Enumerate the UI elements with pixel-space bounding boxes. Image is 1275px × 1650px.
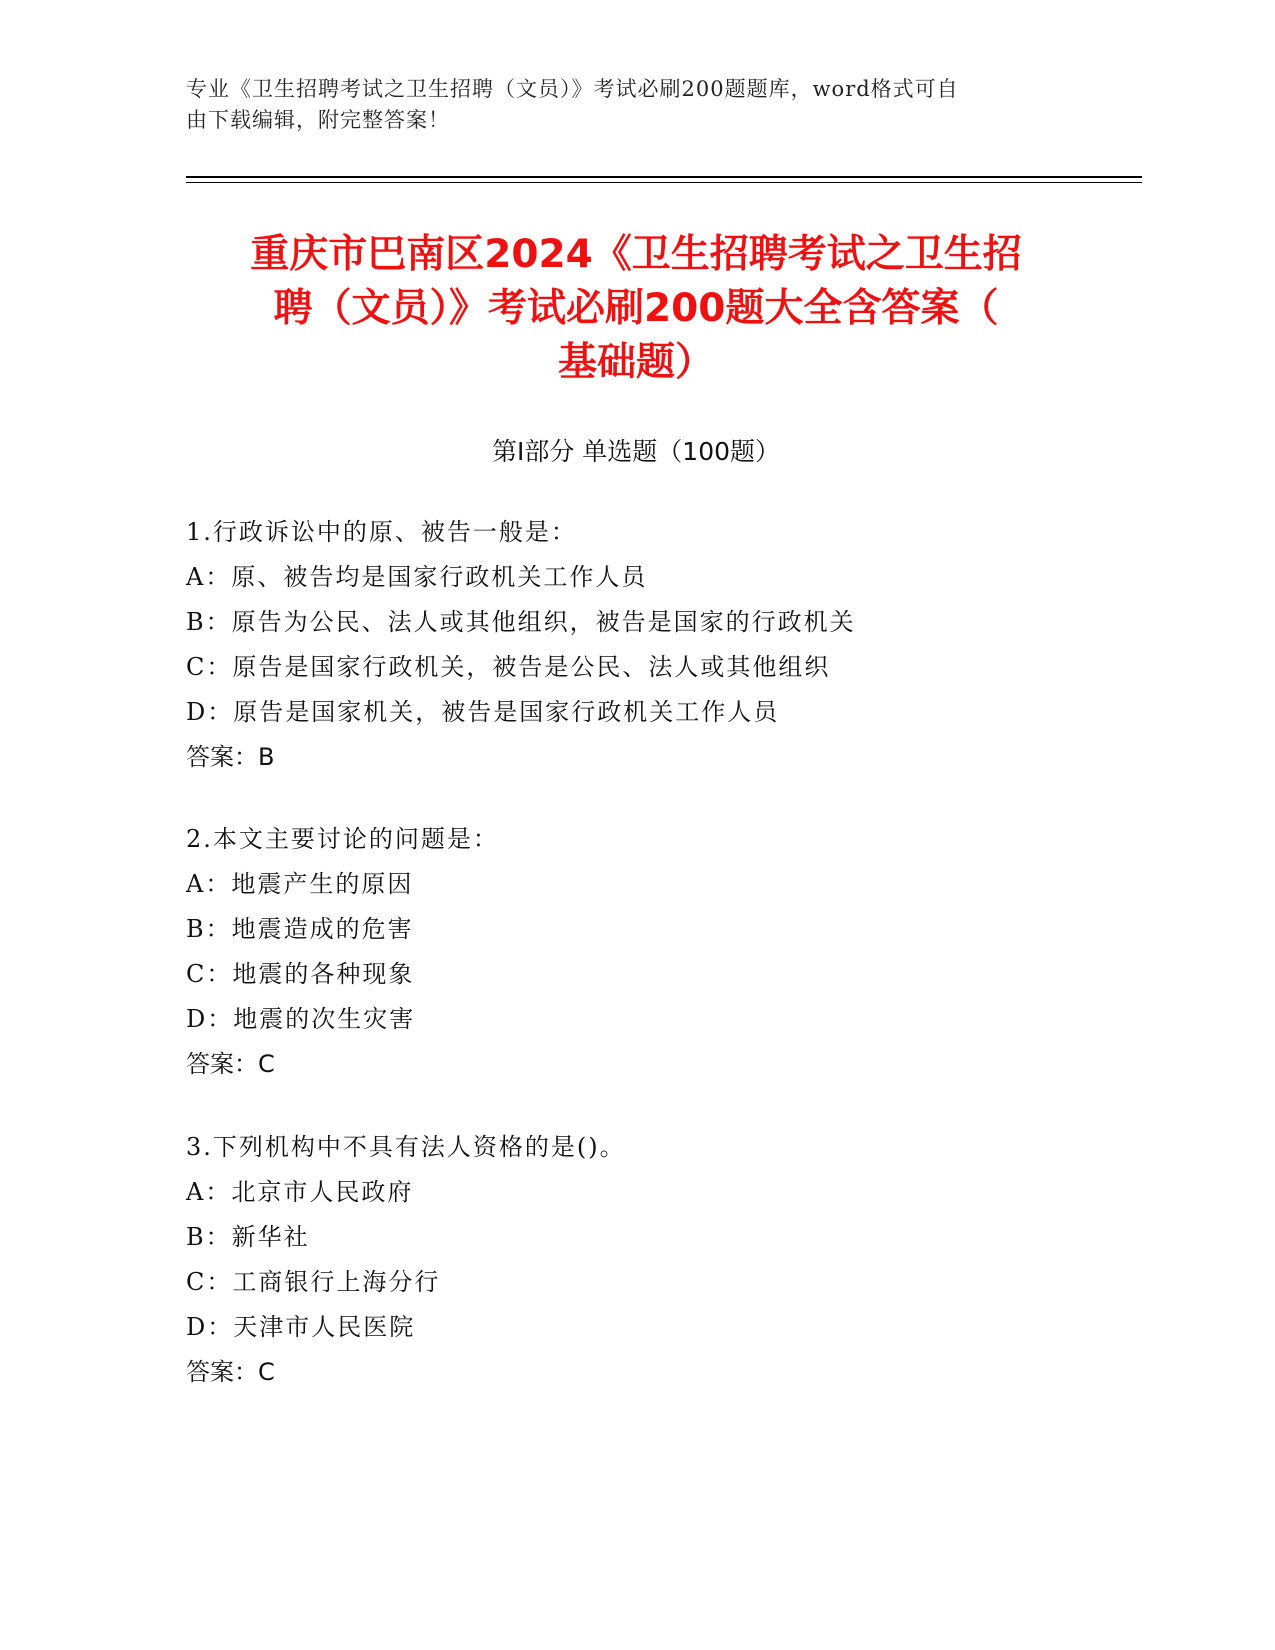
option-b: B：地震造成的危害 (186, 915, 414, 943)
question-1 (186, 510, 1136, 780)
header-divider-thick (186, 176, 1142, 178)
option-b: B：新华社 (186, 1223, 310, 1251)
option-a: A：北京市人民政府 (186, 1178, 414, 1206)
question-stem: 3.下列机构中不具有法人资格的是()。 (186, 1133, 626, 1161)
question-stem: 2.本文主要讨论的问题是： (186, 825, 499, 853)
question-stem: 1.行政诉讼中的原、被告一般是： (186, 518, 577, 546)
document-title (186, 228, 1086, 390)
option-a: A：原、被告均是国家行政机关工作人员 (186, 563, 648, 591)
header-divider-thin (186, 182, 1142, 183)
question-3 (186, 1125, 1136, 1395)
document-title-line-2: 聘（文员）》考试必刷200题大全含答案（ (273, 286, 999, 331)
document-title-line-3: 基础题） (557, 340, 714, 385)
option-d: D：天津市人民医院 (186, 1313, 416, 1341)
option-c: C：原告是国家行政机关，被告是公民、法人或其他组织 (186, 653, 831, 681)
option-c: C：工商银行上海分行 (186, 1268, 441, 1296)
option-a: A：地震产生的原因 (186, 870, 414, 898)
option-d: D：原告是国家机关，被告是国家行政机关工作人员 (186, 698, 780, 726)
option-b: B：原告为公民、法人或其他组织，被告是国家的行政机关 (186, 608, 856, 636)
header-note (186, 74, 1086, 136)
header-note-line-2: 由下载编辑，附完整答案！ (186, 108, 450, 132)
question-2 (186, 817, 1136, 1087)
answer: 答案：C (186, 1358, 275, 1386)
answer: 答案：B (186, 743, 275, 771)
header-note-line-1: 专业《卫生招聘考试之卫生招聘（文员）》考试必刷200题题库，word格式可自 (186, 77, 959, 101)
answer: 答案：C (186, 1050, 275, 1078)
option-c: C：地震的各种现象 (186, 960, 415, 988)
option-d: D：地震的次生灾害 (186, 1005, 416, 1033)
document-title-line-1: 重庆市巴南区2024《卫生招聘考试之卫生招 (250, 232, 1022, 277)
section-heading: 第Ⅰ部分 单选题（100题） (491, 437, 781, 466)
